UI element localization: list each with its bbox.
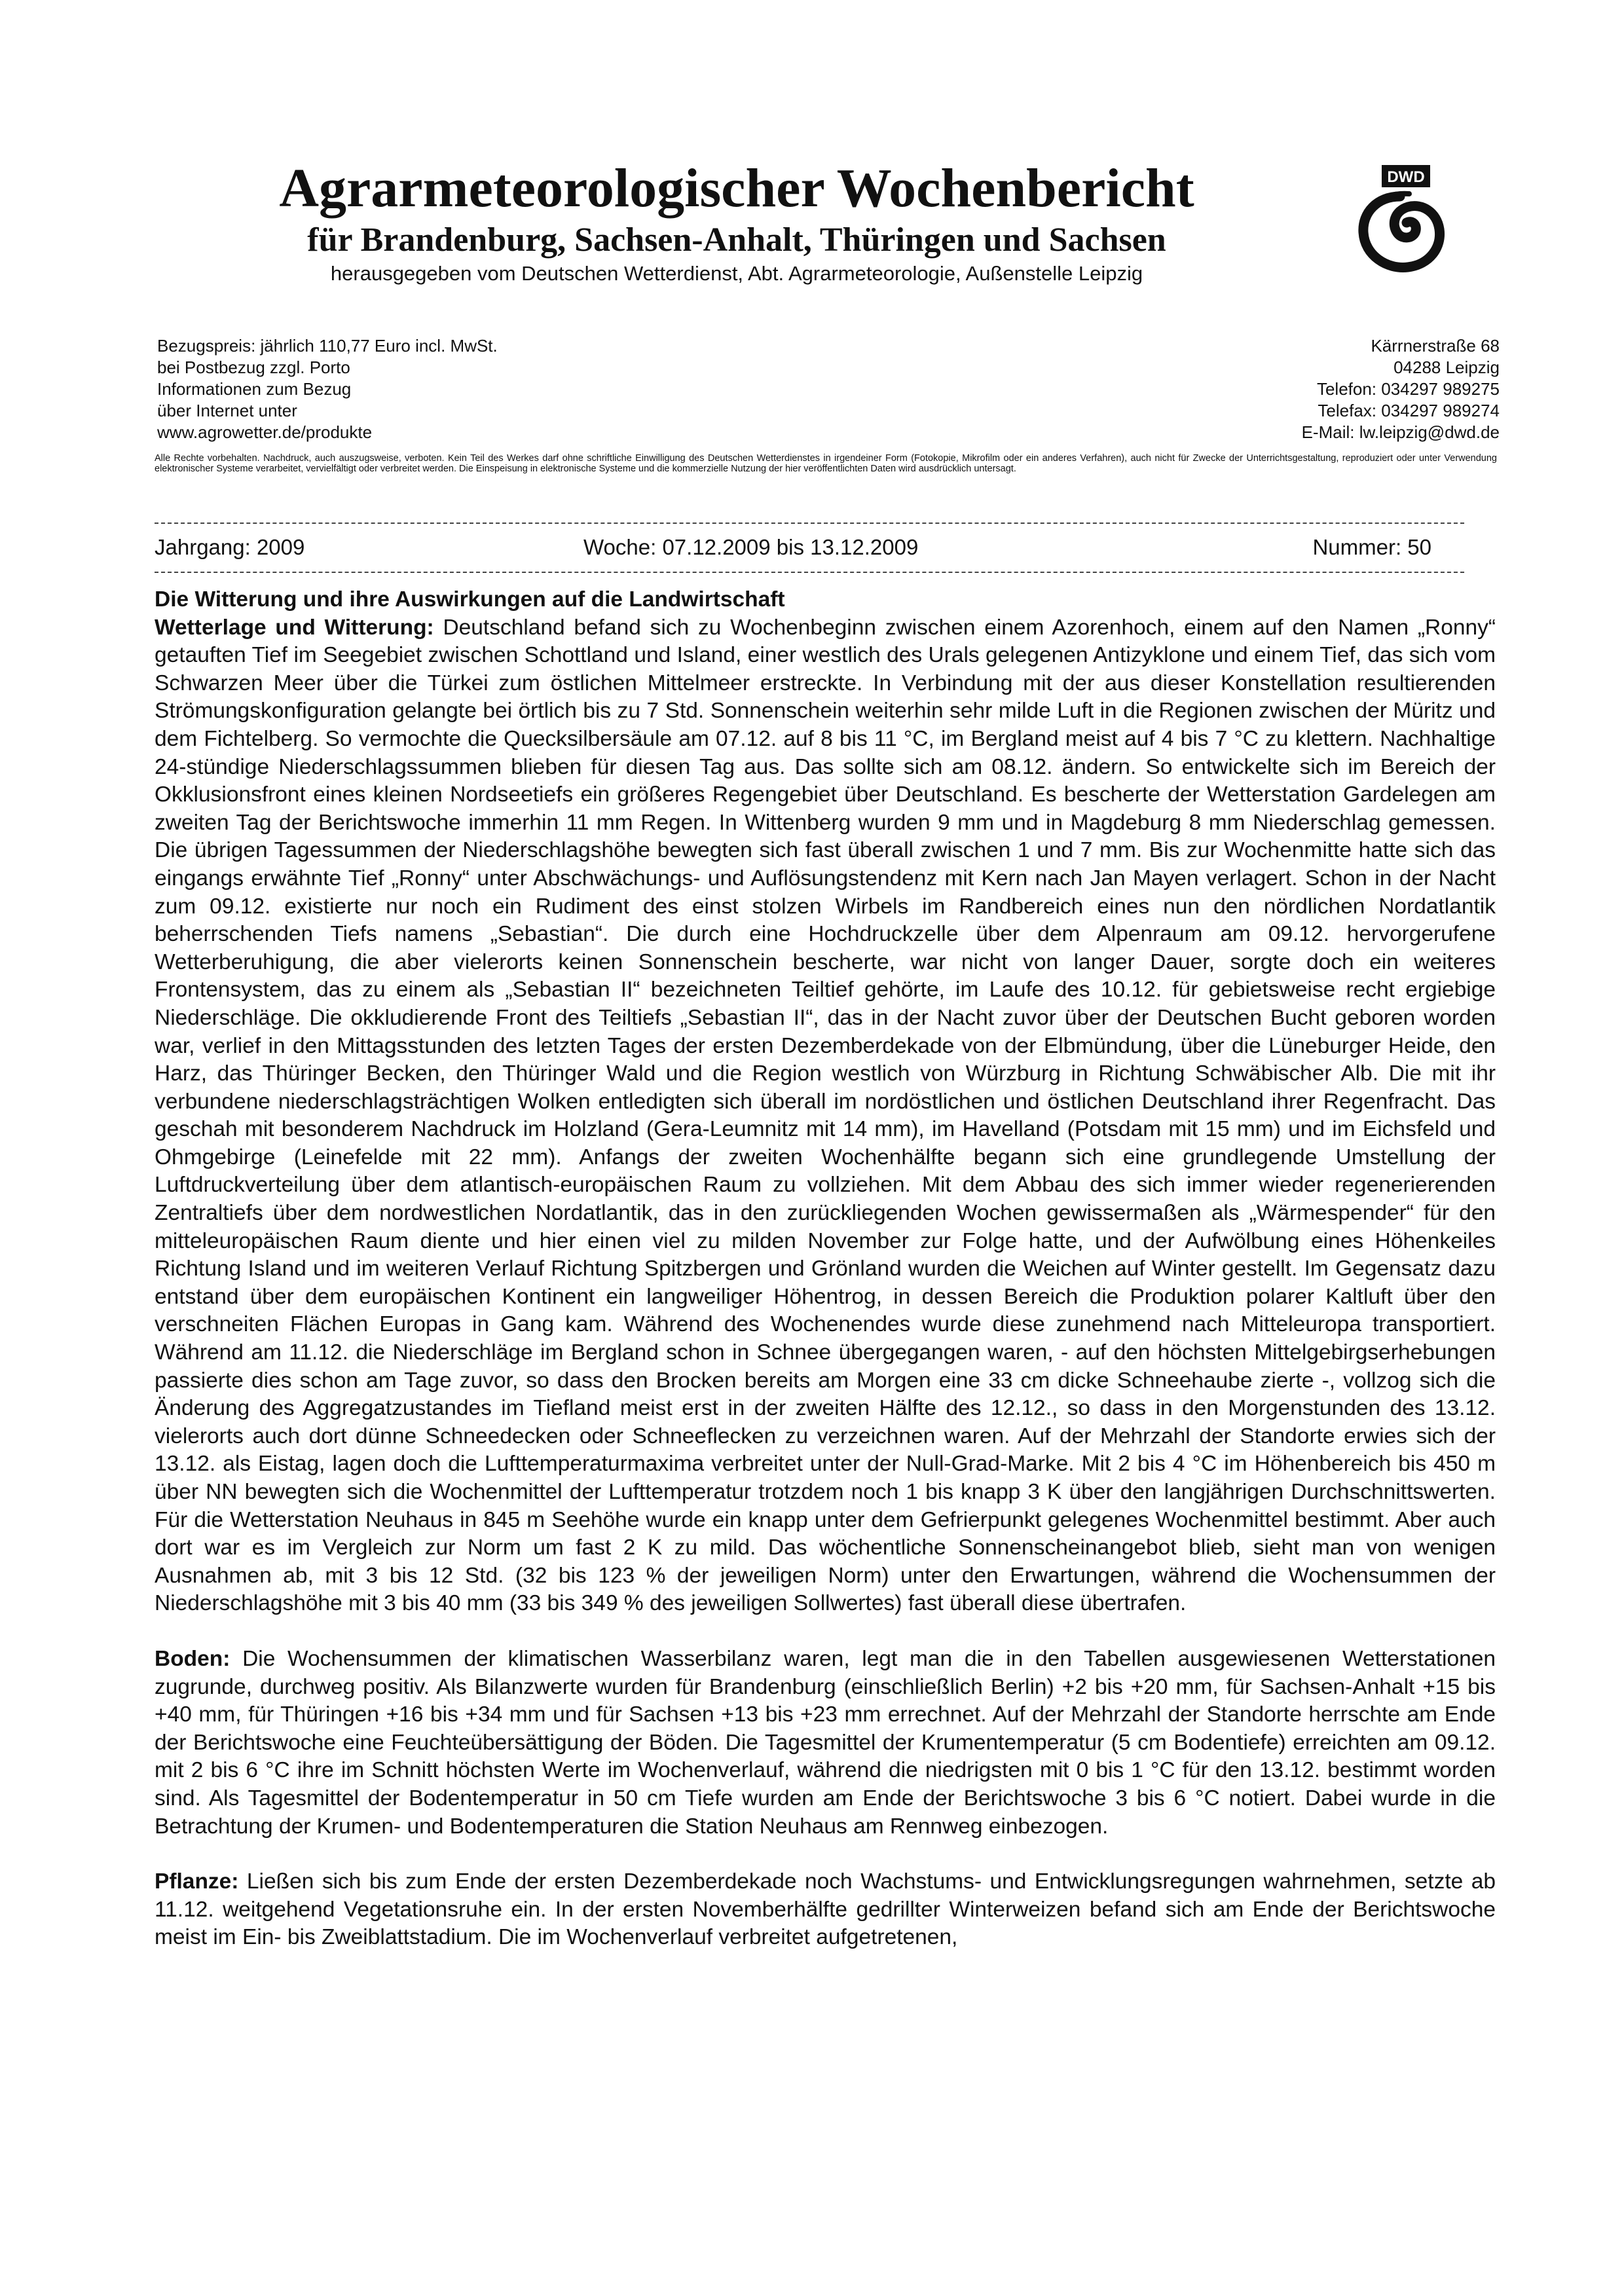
issue-week: Woche: 07.12.2009 bis 13.12.2009: [583, 535, 919, 559]
plant-paragraph: [155, 1868, 1496, 1952]
svg-text:DWD: DWD: [1387, 168, 1425, 186]
subscription-info-line: Informationen zum Bezug: [157, 379, 352, 399]
subscription-postage: bei Postbezug zzgl. Porto: [157, 358, 350, 377]
weather-text: Deutschland befand sich zu Wochenbeginn zwischen einem Azorenhoch, einem auf den Namen „Ronny“ getauften Tief im Seegebiet zwischen Schottland und Island, einer westlich des Urals gelegenen Antizyklone und einem Tief, das sich vom Schwarzen Meer über die Türkei zum östlichen Mittelmeer erstreckte. In Verbindung mit der aus dieser Konstellation resultierenden Strömungskonfiguration gelangte bei örtlich bis zu 7 Std. Sonnenschein weiterhin sehr milde Luft in die Regionen zwischen der Müritz und dem Fichtelberg. So vermochte die Quecksilbersäule am 07.12. auf 8 bis 11 °C, im Bergland meist auf 4 bis 7 °C zu klettern. Nachhaltige 24-stündige Niederschlagssummen blieben für diesen Tag aus. Das sollte sich am 08.12. ändern. So entwickelte sich im Bereich der Okklusionsfront eines kleinen Nordseetiefs ein größeres Regengebiet über Deutschland. Es bescherte der Wetterstation Gardelegen am zweiten Tag der Berichtswoche immerhin 11 mm Regen. In Wittenberg wurden 9 mm und in Magdeburg 8 mm Niederschlag gemessen. Die übrigen Tagessummen der Niederschlagshöhe bewegten sich fast überall zwischen 1 und 7 mm. Bis zur Wochenmitte hatte sich das eingangs erwähnte Tief „Ronny“ unter Abschwächungs- und Auflösungstendenz mit Kern nach Jan Mayen verlagert. Schon in der Nacht zum 09.12. existierte nur noch ein Rudiment des einst stolzen Wirbels im Randbereich eines nun den nördlichen Nordatlantik beherrschenden Tiefs namens „Sebastian“. Die durch eine Hochdruckzelle über dem Alpenraum am 09.12. hervorgerufene Wetterberuhigung, die aber vielerorts keinen Sonnenschein bescherte, war nicht von langer Dauer, sorgte doch ein weiteres Frontensystem, das zu einem als „Sebastian II“ bezeichneten Teiltief gehörte, im Laufe des 10.12. für gebietsweise recht ergiebige Niederschläge. Die okkludierende Front des Teiltiefs „Sebastian II“, das in der Nacht zuvor über der Deutschen Bucht geboren worden war, verlief in den Mittagsstunden des letzten Tages der ersten Dezemberdekade von der Elbmündung, über die Lüneburger Heide, den Harz, das Thüringer Becken, den Thüringer Wald und die Region westlich von Würzburg in Richtung Schwäbischer Alb. Die mit ihr verbundene niederschlagsträchtigen Wolken entledigten sich überall im nordöstlichen und östlichen Deutschland ihrer Regenfracht. Das geschah mit besonderem Nachdruck im Holzland (Gera-Leumnitz mit 14 mm), im Havelland (Potsdam mit 15 mm) und im Eichsfeld und Ohmgebirge (Leinefelde mit 22 mm). Anfangs der zweiten Wochenhälfte begann sich eine grundlegende Umstellung der Luftdruckverteilung über dem atlantisch-europäischen Raum zu vollziehen. Mit dem Abbau des sich immer wieder regenerierenden Zentraltiefs über dem nordwestlichen Nordatlantik, das in den zurückliegenden Wochen gewissermaßen als „Wärmespender“ für den mitteleuropäischen Raum diente und hier einen viel zu milden November zur Folge hatte, und der Aufwölbung eines Höhenkeiles Richtung Island und im weiteren Verlauf Richtung Spitzbergen und Grönland wurden die Weichen auf Winter gestellt. Im Gegensatz dazu entstand über dem europäischen Kontinent ein langweiliger Höhentrog, in dessen Bereich die Produktion polarer Kaltluft über den verschneiten Flächen Europas in Gang kam. Während des Wochenendes wurde diese zunehmend nach Mitteleuropa transportiert. Während am 11.12. die Niederschläge im Bergland schon in Schnee übergegangen waren, - auf den höchsten Mittelgebirgserhebungen passierte dies schon am Tage zuvor, so dass den Brocken bereits am Morgen eine 33 cm dicke Schneehaube zierte -, vollzog sich die Änderung des Aggregatzustandes im Tiefland meist erst in der zweiten Hälfte des 12.12., so dass in den Morgenstunden des 13.12. vielerorts auch dort dünne Schneedecken oder Schneeflecken zu verzeichnen waren. Auf der Mehrzahl der Standorte erwies sich der 13.12. als Eistag, lagen doch die Lufttemperaturmaxima verbreitet unter der Null-Grad-Marke. Mit 2 bis 4 °C im Höhenbereich bis 450 m über NN bewegten sich die Wochenmittel der Lufttemperatur trotzdem noch 1 bis knapp 3 K über den langjährigen Durchschnittswerten. Für die Wetterstation Neuhaus in 845 m Seehöhe wurde ein knapp unter dem Gefrierpunkt gelegenes Wochenmittel bestimmt. Aber auch dort war es im Vergleich zur Norm um fast 2 K zu mild. Das wöchentliche Sonnenscheinangebot blieb, sieht man von wenigen Ausnahmen ab, mit 3 bis 12 Std. (32 bis 123 % der jeweiligen Norm) unter den Erwartungen, während die Wochensummen der Niederschlagshöhe mit 3 bis 40 mm (33 bis 349 % des jeweiligen Sollwertes) fast überall diese übertrafen.: [155, 615, 1496, 1616]
contact-address: [1048, 335, 1500, 443]
publisher-line: herausgegeben vom Deutschen Wetterdienst, Abt. Agrarmeteorologie, Außenstelle Leipzig: [330, 262, 1143, 285]
subscription-url-link[interactable]: www.agrowetter.de/produkte: [157, 422, 373, 442]
dwd-logo-icon: [1354, 164, 1446, 275]
separator-bottom: [155, 572, 1464, 573]
copyright-notice: Alle Rechte vorbehalten. Nachdruck, auch auszugsweise, verboten. Kein Teil des Werkes darf ohne schriftliche Einwilligung des Deutschen Wetterdienstes in irgendeiner Form (Fotokopie, Mikrofilm oder ein anderes Verfahren), auch nicht für Zwecke der Unterrichtsgestaltung, reproduziert oder unter Verwendung elektronischer Systeme verarbeitet, vervielfältigt oder verbreitet werden. Die Einspeisung in elektronische Systeme und die kommerzielle Nutzung der hier veröffentlichten Daten wird ausdrücklich untersagt.: [155, 453, 1497, 474]
weather-label: Wetterlage und Witterung:: [155, 615, 434, 640]
subscription-info: [157, 335, 747, 443]
address-email-link[interactable]: E-Mail: lw.leipzig@dwd.de: [1301, 422, 1500, 442]
report-title: Agrarmeteorologischer Wochenbericht: [279, 158, 1194, 219]
plant-text: Ließen sich bis zum Ende der ersten Dezemberdekade noch Wachstums- und Entwicklungsregungen wahrnehmen, setzte ab 11.12. weitgehend Vegetationsruhe ein. In der ersten Novemberhälfte gedrillter Winterweizen befand sich am Ende der Berichtswoche meist im Ein- bis Zweiblattstadium. Die im Wochenverlauf verbreitet aufgetretenen,: [155, 1869, 1496, 1950]
soil-paragraph: [155, 1645, 1496, 1841]
report-subtitle: für Brandenburg, Sachsen-Anhalt, Thüringen und Sachsen: [307, 221, 1166, 259]
issue-year: Jahrgang: 2009: [155, 535, 305, 559]
report-body: [155, 586, 1496, 1952]
separator-top: [155, 523, 1464, 524]
address-fax: Telefax: 034297 989274: [1318, 401, 1500, 420]
section-heading: Die Witterung und ihre Auswirkungen auf die Landwirtschaft: [155, 587, 785, 612]
issue-info: [155, 534, 1464, 561]
address-street: Kärrnerstraße 68: [1371, 336, 1500, 356]
weather-paragraph: [155, 614, 1496, 1618]
soil-label: Boden:: [155, 1646, 231, 1671]
plant-label: Pflanze:: [155, 1869, 239, 1894]
subscription-internet: über Internet unter: [157, 401, 297, 420]
issue-number: Nummer: 50: [1312, 535, 1431, 559]
address-phone: Telefon: 034297 989275: [1316, 379, 1500, 399]
subscription-price: Bezugspreis: jährlich 110,77 Euro incl. MwSt.: [157, 336, 498, 356]
soil-text: Die Wochensummen der klimatischen Wasserbilanz waren, legt man die in den Tabellen ausgewiesenen Wetterstationen zugrunde, durchweg positiv. Als Bilanzwerte wurden für Brandenburg (einschließlich Berlin) +2 bis +20 mm, für Sachsen-Anhalt +15 bis +40 mm, für Thüringen +16 bis +34 mm und für Sachsen +13 bis +23 mm errechnet. Auf der Mehrzahl der Standorte herrschte am Ende der Berichtswoche eine Feuchteübersättigung der Böden. Die Tagesmittel der Krumentemperatur (5 cm Bodentiefe) erreichten am 09.12. mit 2 bis 6 °C ihre im Schnitt höchsten Werte im Wochenverlauf, während die niedrigsten mit 0 bis 1 °C für den 13.12. bestimmt worden sind. Als Tagesmittel der Bodentemperatur in 50 cm Tiefe wurden am Ende der Berichtswoche 3 bis 6 °C notiert. Dabei wurde in die Betrachtung der Krumen- und Bodentemperaturen die Station Neuhaus am Rennweg einbezogen.: [155, 1646, 1496, 1839]
address-city: 04288 Leipzig: [1393, 358, 1500, 377]
